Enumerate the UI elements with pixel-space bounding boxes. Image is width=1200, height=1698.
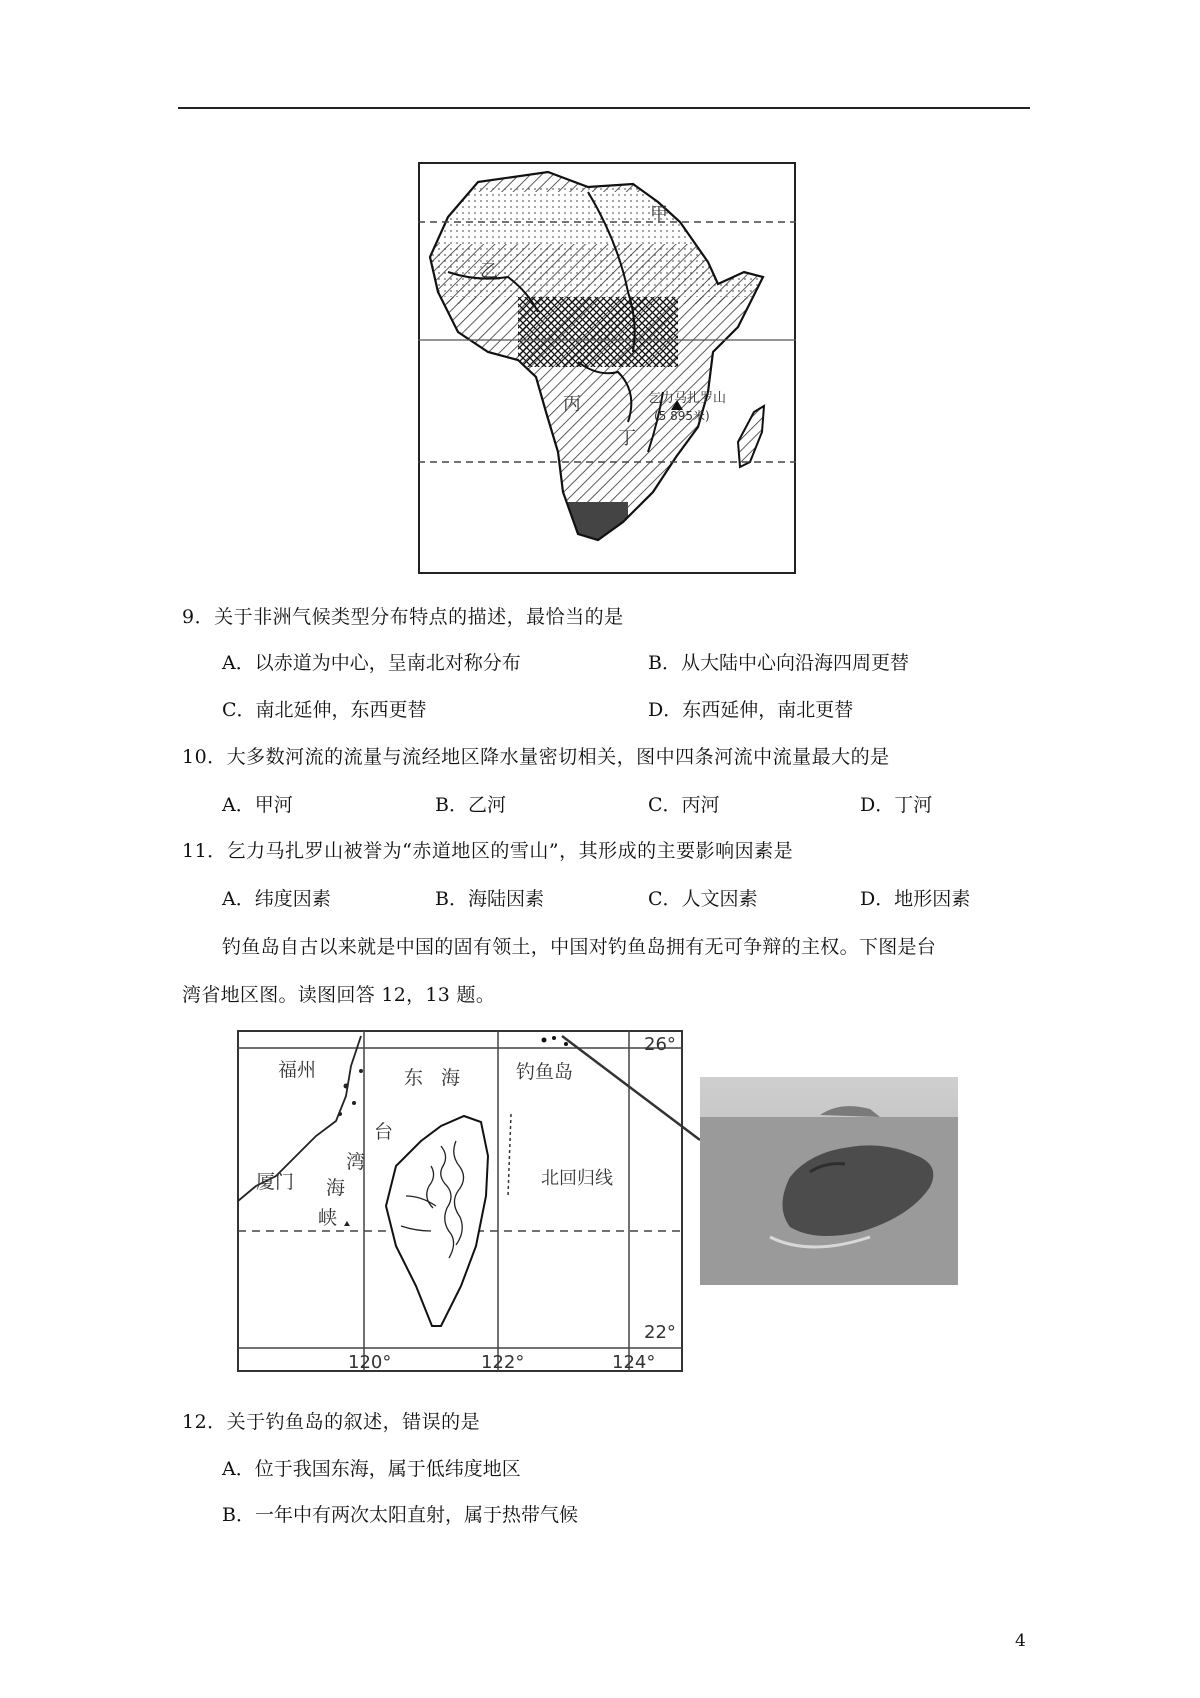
label-tropic: 北回归线 [541,1168,613,1189]
label-strait-4: 峡 [318,1207,338,1229]
header-rule [178,107,1030,109]
question-11-option-d: D．地形因素 [860,888,971,910]
question-11-stem: 11．乞力马扎罗山被誉为“赤道地区的雪山”，其形成的主要影响因素是 [182,840,794,862]
africa-label-ding: 丁 [618,428,636,449]
question-11-option-b: B．海陆因素 [435,888,544,910]
label-lon-122: 122° [481,1352,525,1373]
question-9-option-c: C．南北延伸，东西更替 [222,699,427,721]
question-10-option-b: B．乙河 [435,794,506,816]
question-9-option-a: A．以赤道为中心，呈南北对称分布 [222,652,521,674]
africa-label-jia: 甲 [650,204,668,225]
label-lon-120: 120° [348,1352,392,1373]
question-11-option-c: C．人文因素 [648,888,758,910]
label-lat-22: 22° [644,1322,676,1343]
label-lon-124: 124° [612,1352,656,1373]
africa-label-bing: 丙 [563,394,581,415]
photo-leader-line [560,1030,710,1150]
label-diaoyudao: 钓鱼岛 [516,1061,574,1083]
intro-line-2: 湾省地区图。读图回答 12，13 题。 [182,984,496,1006]
question-10-option-d: D．丁河 [860,794,933,816]
question-12-stem: 12．关于钓鱼岛的叙述，错误的是 [182,1411,481,1433]
label-strait-3: 海 [326,1177,346,1199]
question-11-option-a: A．纬度因素 [222,888,331,910]
africa-climate-map [418,162,796,574]
question-9-stem: 9．关于非洲气候类型分布特点的描述，最恰当的是 [182,606,624,628]
question-9-option-b: B．从大陆中心向沿海四周更替 [648,652,909,674]
question-12-option-b: B．一年中有两次太阳直射，属于热带气候 [222,1504,578,1526]
africa-label-yi: 乙 [480,261,498,282]
diaoyudao-photo [700,1077,958,1285]
label-strait-2: 湾 [346,1151,366,1173]
kilimanjaro-height: (5 895米) [654,409,710,423]
question-10-option-a: A．甲河 [222,794,293,816]
label-xiamen: 厦门 [256,1171,295,1193]
page-number: 4 [1015,1631,1026,1651]
label-donghai: 东海 [404,1067,479,1089]
question-12-option-a: A．位于我国东海，属于低纬度地区 [222,1458,521,1480]
intro-line-1: 钓鱼岛自古以来就是中国的固有领土，中国对钓鱼岛拥有无可争辩的主权。下图是台 [222,936,937,958]
question-10-stem: 10．大多数河流的流量与流经地区降水量密切相关，图中四条河流中流量最大的是 [182,746,890,768]
question-9-option-d: D．东西延伸，南北更替 [648,699,854,721]
question-10-option-c: C．丙河 [648,794,720,816]
kilimanjaro-name: 乞力马扎罗山 [648,391,727,406]
label-lat-26: 26° [644,1034,676,1055]
label-fuzhou: 福州 [278,1059,317,1081]
label-strait-1: 台 [374,1121,394,1143]
